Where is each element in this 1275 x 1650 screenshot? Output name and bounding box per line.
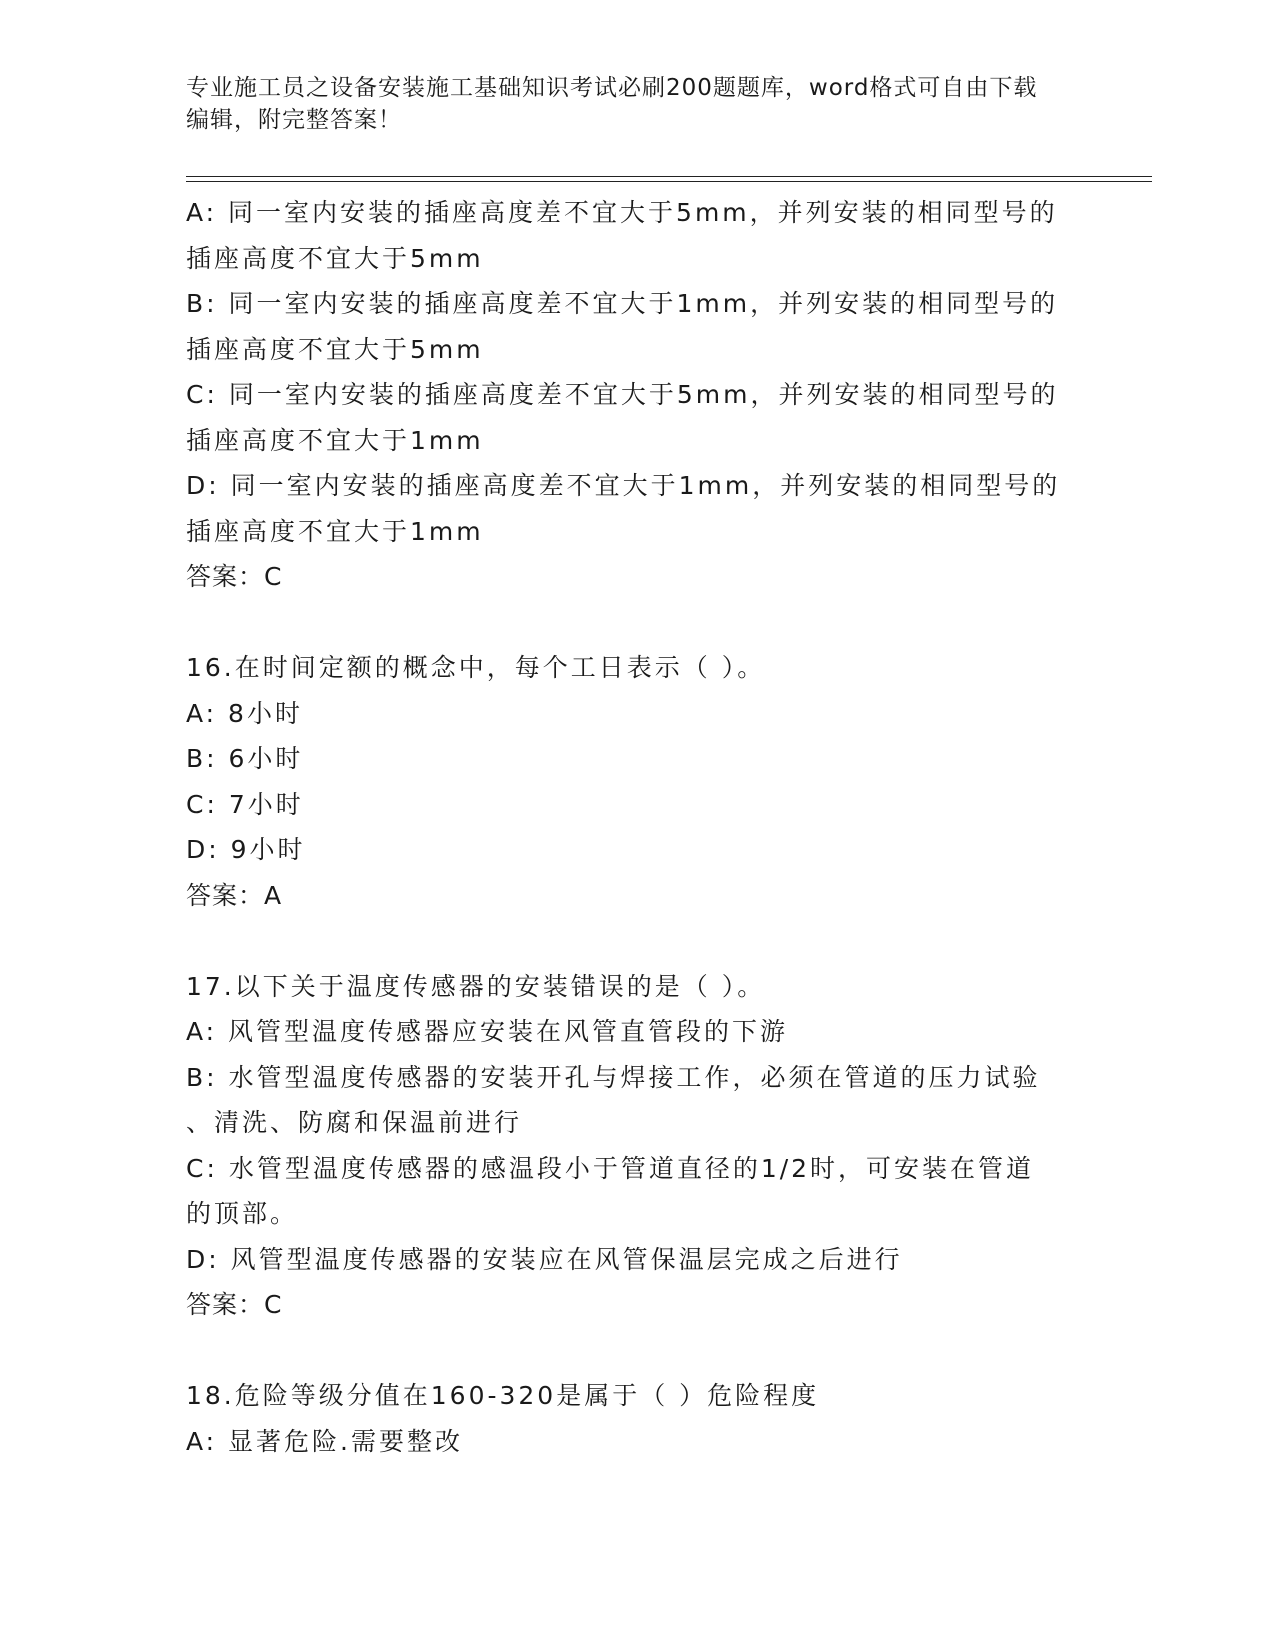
option-a: A: 同一室内安装的插座高度差不宜大于5mm，并列安装的相同型号的 — [186, 198, 1058, 227]
question-text: 17.以下关于温度传感器的安装错误的是（ ）。 — [186, 971, 766, 1001]
document-body — [186, 190, 1086, 1464]
option-d: D: 风管型温度传感器的安装应在风管保温层完成之后进行 — [186, 1244, 903, 1274]
answer: 答案：C — [186, 562, 283, 591]
option-d: D: 同一室内安装的插座高度差不宜大于1mm，并列安装的相同型号的 — [186, 471, 1061, 500]
option-d: D: 9小时 — [186, 835, 306, 864]
answer: 答案：C — [186, 1290, 283, 1319]
question-text: 16.在时间定额的概念中，每个工日表示（ ）。 — [186, 653, 766, 682]
option-b-cont: 、清洗、防腐和保温前进行 — [186, 1108, 523, 1137]
option-a: A: 显著危险.需要整改 — [186, 1426, 463, 1456]
option-c-cont: 的顶部。 — [186, 1199, 299, 1228]
option-d-cont: 插座高度不宜大于1mm — [186, 516, 484, 546]
question-15-block — [186, 190, 1086, 600]
option-c-cont: 插座高度不宜大于1mm — [186, 425, 484, 455]
option-a: A: 8小时 — [186, 698, 303, 728]
header-line-2: 编辑，附完整答案！ — [186, 107, 402, 133]
option-a: A: 风管型温度传感器应安装在风管直管段的下游 — [186, 1017, 789, 1046]
option-b-cont: 插座高度不宜大于5mm — [186, 334, 484, 364]
option-a-cont: 插座高度不宜大于5mm — [186, 243, 484, 273]
header-divider-bottom — [186, 181, 1152, 182]
option-c: C: 同一室内安装的插座高度差不宜大于5mm，并列安装的相同型号的 — [186, 380, 1059, 409]
document-header — [186, 72, 1086, 136]
option-b: B: 水管型温度传感器的安装开孔与焊接工作，必须在管道的压力试验 — [186, 1062, 1041, 1092]
spacer — [186, 600, 1086, 646]
question-18-block — [186, 1373, 1086, 1464]
question-16-block — [186, 645, 1086, 918]
question-17-block — [186, 964, 1086, 1328]
option-b: B: 同一室内安装的插座高度差不宜大于1mm，并列安装的相同型号的 — [186, 289, 1059, 318]
spacer — [186, 918, 1086, 964]
option-c: C: 水管型温度传感器的感温段小于管道直径的1/2时，可安装在管道 — [186, 1153, 1035, 1183]
header-line-1: 专业施工员之设备安装施工基础知识考试必刷200题题库，word格式可自由下载 — [186, 75, 1038, 101]
answer: 答案：A — [186, 880, 283, 910]
option-b: B: 6小时 — [186, 744, 304, 773]
spacer — [186, 1328, 1086, 1374]
header-divider-top — [186, 176, 1152, 177]
question-text: 18.危险等级分值在160-320是属于（ ）危险程度 — [186, 1381, 820, 1410]
option-c: C: 7小时 — [186, 789, 304, 819]
